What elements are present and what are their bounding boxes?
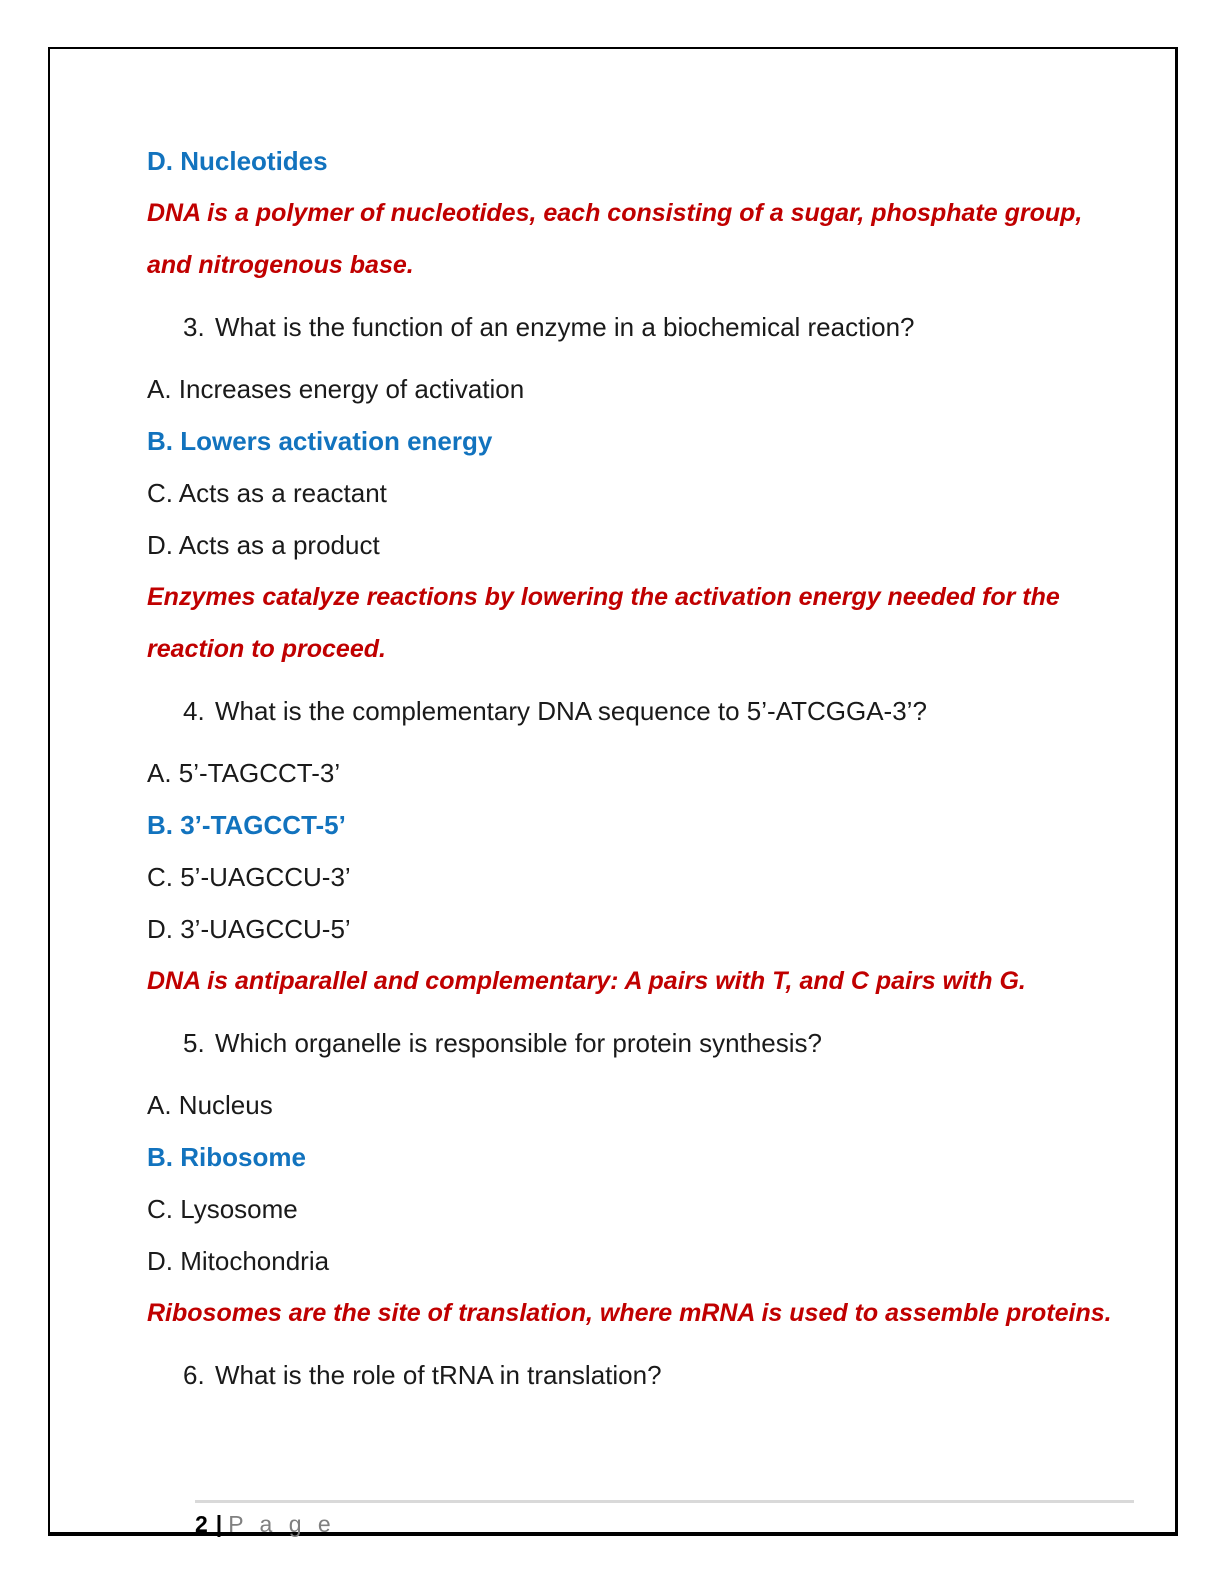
correct-answer-option: B. 3’-TAGCCT-5’ bbox=[147, 810, 346, 840]
question-number: 5. bbox=[183, 1028, 205, 1058]
explanation-line: DNA is antiparallel and complementary: A pairs with T, and C pairs with G. bbox=[147, 967, 1026, 995]
footer-rule bbox=[195, 1500, 1134, 1503]
document-content bbox=[147, 135, 1112, 1411]
question-number: 3. bbox=[183, 312, 205, 342]
question-text: What is the complementary DNA sequence to 5’-ATCGGA-3’? bbox=[215, 696, 927, 726]
footer-label: P a g e bbox=[228, 1511, 336, 1537]
question-4 bbox=[147, 685, 1087, 737]
question-number: 6. bbox=[183, 1360, 205, 1390]
correct-answer-option: B. Lowers activation energy bbox=[147, 426, 493, 456]
footer-separator: | bbox=[215, 1511, 223, 1537]
answer-option: A. 5’-TAGCCT-3’ bbox=[147, 758, 341, 788]
answer-option: C. Acts as a reactant bbox=[147, 478, 387, 508]
question-6 bbox=[147, 1349, 1087, 1401]
question-text: Which organelle is responsible for protein synthesis? bbox=[215, 1028, 822, 1058]
explanation-line: reaction to proceed. bbox=[147, 635, 386, 663]
question-5 bbox=[147, 1017, 1087, 1069]
question-number: 4. bbox=[183, 696, 205, 726]
explanation-line: Enzymes catalyze reactions by lowering the activation energy needed for the bbox=[147, 583, 1060, 611]
explanation-line: Ribosomes are the site of translation, where mRNA is used to assemble proteins. bbox=[147, 1299, 1112, 1327]
section-heading: D. Nucleotides bbox=[147, 146, 328, 176]
page-border bbox=[48, 47, 1178, 1536]
answer-option: D. 3’-UAGCCU-5’ bbox=[147, 914, 351, 944]
explanation-line: DNA is a polymer of nucleotides, each consisting of a sugar, phosphate group, bbox=[147, 199, 1083, 227]
answer-option: D. Acts as a product bbox=[147, 530, 380, 560]
correct-answer-option: B. Ribosome bbox=[147, 1142, 306, 1172]
answer-option: A. Increases energy of activation bbox=[147, 374, 525, 404]
question-text: What is the function of an enzyme in a biochemical reaction? bbox=[215, 312, 915, 342]
page-number: 2 bbox=[195, 1511, 208, 1537]
question-3 bbox=[147, 301, 1087, 353]
question-text: What is the role of tRNA in translation? bbox=[215, 1360, 662, 1390]
footer-text bbox=[195, 1511, 1134, 1538]
answer-option: C. Lysosome bbox=[147, 1194, 298, 1224]
answer-option: C. 5’-UAGCCU-3’ bbox=[147, 862, 351, 892]
answer-option: D. Mitochondria bbox=[147, 1246, 330, 1276]
explanation-line: and nitrogenous base. bbox=[147, 251, 414, 279]
answer-option: A. Nucleus bbox=[147, 1090, 273, 1120]
page-footer bbox=[195, 1500, 1134, 1538]
